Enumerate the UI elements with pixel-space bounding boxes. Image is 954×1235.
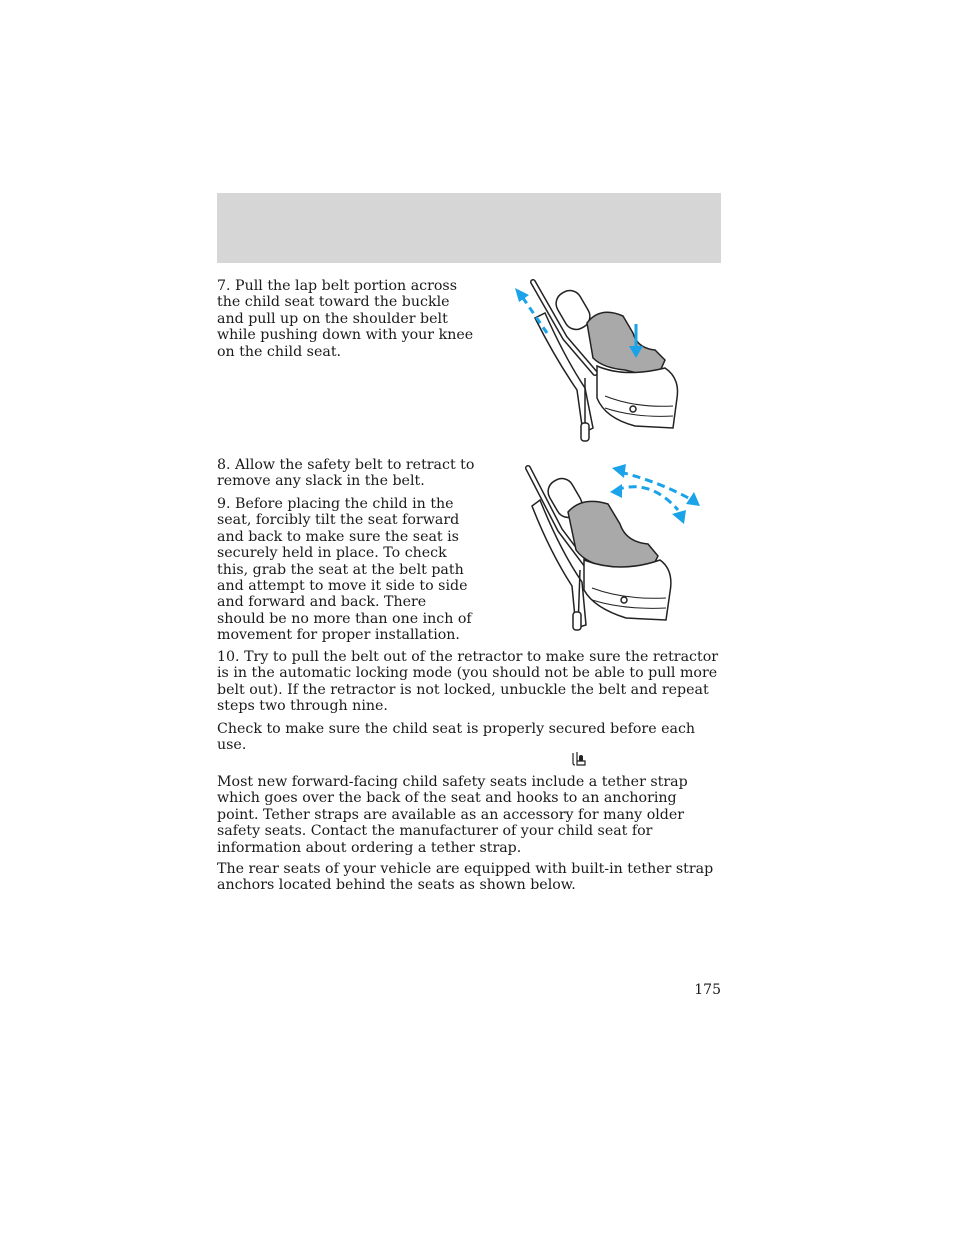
tilt-seat-illustration — [520, 460, 705, 635]
step-10-text: 10. Try to pull the belt out of the retractor to make sure the retractor is in the automatic locking mode (you should not be able to pull more belt out). If the retractor is not locked, unbuckle the belt and repeat steps two through nine. — [217, 649, 719, 715]
step-8-text: 8. Allow the safety belt to retract to remove any slack in the belt. — [217, 457, 475, 490]
check-secured-text: Check to make sure the child seat is properly secured before each use. — [217, 721, 696, 754]
tilt-forward-back-arrows — [610, 464, 700, 524]
child-seat-base — [597, 366, 678, 428]
tether-strap-intro-text: Most new forward-facing child safety seats include a tether strap which goes over the back of the seat and hooks to an anchoring point. Tether straps are available as an accessory for many older safety seats. Contact the manufacturer of your child seat for information about ordering a tether strap. — [217, 774, 688, 856]
page-number: 175 — [694, 982, 721, 998]
lap-belt-illustration — [505, 278, 685, 443]
child-seat-tether-icon — [570, 749, 588, 767]
section-header-bar — [217, 193, 721, 263]
base-knob — [621, 597, 627, 603]
step-9-text: 9. Before placing the child in the seat, forcibly tilt the seat forward and back to make sure the seat is securely held in place. To check this, grab the seat at the belt path and attempt to move it side to side and forward and back. There should be no more than one inch of movement for proper installation. — [217, 496, 472, 644]
step-7-text: 7. Pull the lap belt portion across the child seat toward the buckle and pull up on the shoulder belt while pushing down with your knee on the child seat. — [217, 278, 474, 360]
rear-seat-anchors-text: The rear seats of your vehicle are equipped with built-in tether strap anchors located behind the seats as shown below. — [217, 861, 714, 894]
base-knob — [630, 406, 636, 412]
